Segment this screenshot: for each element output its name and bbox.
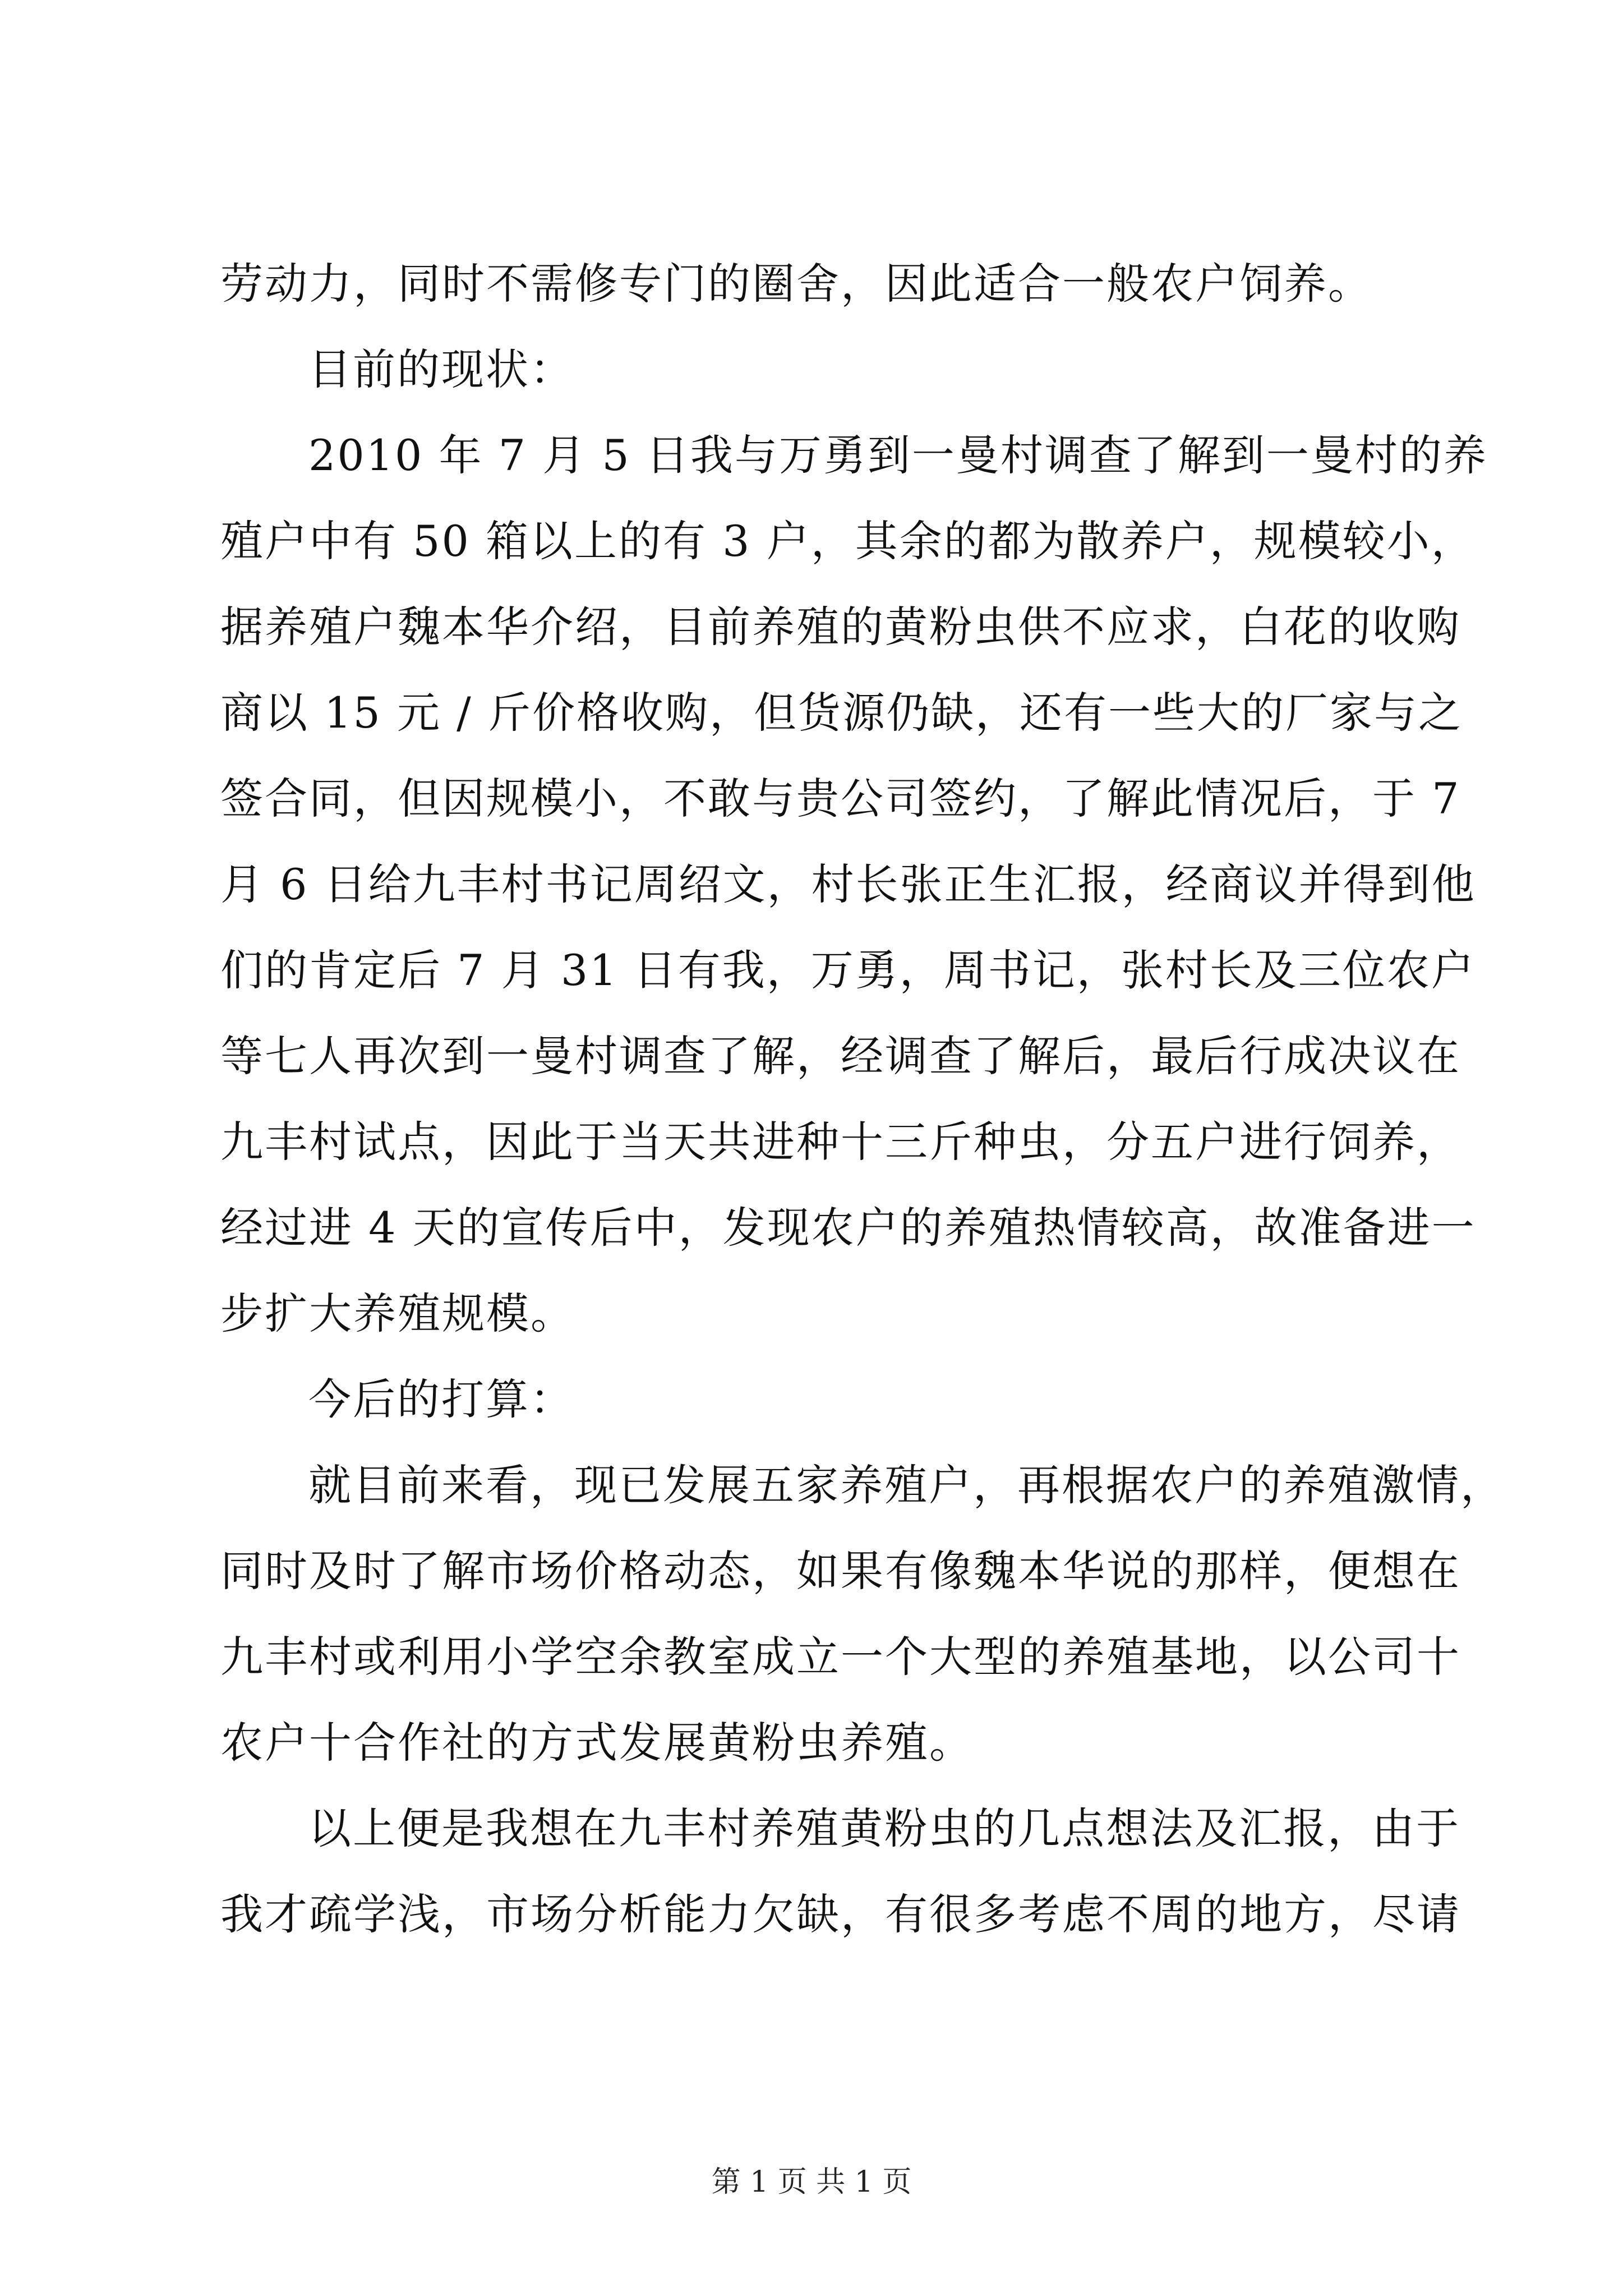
paragraph-line: 据养殖户魏本华介绍，目前养殖的黄粉虫供不应求，白花的收购 [220, 602, 1461, 652]
paragraph-line: 等七人再次到一曼村调查了解，经调查了解后，最后行成决议在 [220, 1031, 1461, 1081]
paragraph-line: 以上便是我想在九丰村养殖黄粉虫的几点想法及汇报，由于 [308, 1803, 1460, 1853]
paragraph-line: 农户十合作社的方式发展黄粉虫养殖。 [220, 1718, 974, 1768]
paragraph-line: 经过进 4 天的宣传后中，发现农户的养殖热情较高，故准备进一 [220, 1203, 1476, 1253]
paragraph-line: 同时及时了解市场价格动态，如果有像魏本华说的那样，便想在 [220, 1546, 1461, 1596]
paragraph-line: 们的肯定后 7 月 31 日有我，万勇，周书记，张村长及三位农户 [220, 945, 1476, 995]
paragraph-line: 月 6 日给九丰村书记周绍文，村长张正生汇报，经商议并得到他 [220, 859, 1476, 909]
section-heading-future-plans: 今后的打算： [308, 1374, 574, 1424]
paragraph-line: 2010 年 7 月 5 日我与万勇到一曼村调查了解到一曼村的养 [308, 430, 1488, 480]
text-line: 劳动力，同时不需修专门的圈舍，因此适合一般农户饲养。 [220, 259, 1372, 309]
paragraph-line: 就目前来看，现已发展五家养殖户，再根据农户的养殖激情， [308, 1460, 1505, 1510]
section-heading-current-status: 目前的现状： [308, 344, 574, 394]
paragraph-line: 九丰村试点，因此于当天共进种十三斤种虫，分五户进行饲养， [220, 1117, 1461, 1167]
paragraph-line: 签合同，但因规模小，不敢与贵公司签约，了解此情况后，于 7 [220, 774, 1461, 823]
paragraph-line: 我才疏学浅，市场分析能力欠缺，有很多考虑不周的地方，尽请 [220, 1889, 1461, 1939]
paragraph-line: 步扩大养殖规模。 [220, 1289, 575, 1338]
paragraph-line: 商以 15 元 / 斤价格收购，但货源仍缺，还有一些大的厂家与之 [220, 688, 1463, 738]
page-number-footer: 第 1 页 共 1 页 [711, 2165, 912, 2199]
paragraph-line: 九丰村或利用小学空余教室成立一个大型的养殖基地，以公司十 [220, 1632, 1461, 1682]
paragraph-line: 殖户中有 50 箱以上的有 3 户，其余的都为散养户，规模较小， [220, 516, 1476, 566]
